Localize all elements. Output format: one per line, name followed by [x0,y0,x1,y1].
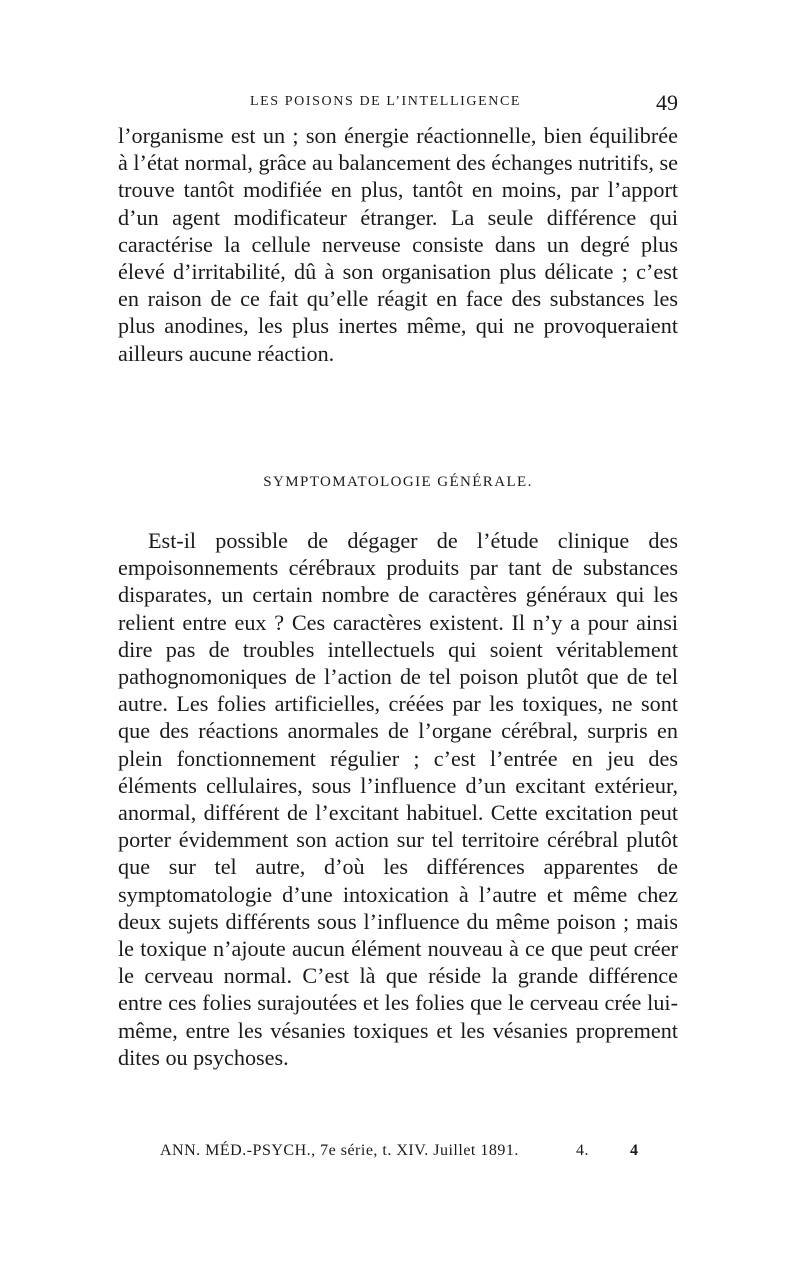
paragraph-text: Est-il possible de dégager de l’étude clinique des empoisonnements cérébraux produits par tant de substances disparates, un certain nombre de caractères généraux qui les relient entre eux ? Ces caractères existent. Il n’y a pour ainsi dire pas de troubles intellectuels qui soient véritablement pathognomoniques de l’action de tel poison plutôt que de tel autre. Les folies artificielles, créées par les toxiques, ne sont que des réactions anormales de l’organe cérébral, surpris en plein fonctionnement régulier ; c’est l’entrée en jeu des éléments cellulaires, sous l’influence d’un excitant extérieur, anormal, différent de l’excitant habituel. Cette excitation peut porter évidemment son action sur tel territoire cérébral plutôt que sur tel autre, d’où les différences apparentes de symptomatologie d’une intoxication à l’autre et même chez deux sujets différents sous l’influence du même poison ; mais le toxique n’ajoute aucun élément nouveau à ce que peut créer le cerveau normal. C’est là que réside la grande différence entre ces folies surajoutées et les folies que le cerveau crée lui-même, entre les vésanies toxiques et les vésanies proprement dites ou psychoses. [118,528,678,1070]
paragraph-continued [118,122,678,367]
page-footer [160,1142,660,1166]
page-header [118,92,678,122]
journal-reference: ANN. MÉD.-PSYCH., 7e série, t. XIV. Juillet 1891. [160,1142,519,1159]
signature-mark: 4. [576,1142,589,1159]
section-heading: SYMPTOMATOLOGIE GÉNÉRALE. [263,474,533,490]
paragraph-text: l’organisme est un ; son énergie réactionnelle, bien équilibrée à l’état normal, grâce au balancement des échanges nutritifs, se trouve tantôt modifiée en plus, tantôt en moins, par l’apport d’un agent modificateur étranger. La seule différence qui caractérise la cellule nerveuse consiste dans un degré plus élevé d’irritabilité, dû à son organisation plus délicate ; c’est en raison de ce fait qu’elle réagit en face des substances les plus anodines, les plus inertes même, qui ne provoqueraient ailleurs aucune réaction. [118,123,678,366]
paragraph-main [118,527,678,1071]
page-number: 49 [656,90,678,115]
sheet-number: 4 [630,1142,639,1159]
running-head: LES POISONS DE L’INTELLIGENCE [250,94,522,109]
